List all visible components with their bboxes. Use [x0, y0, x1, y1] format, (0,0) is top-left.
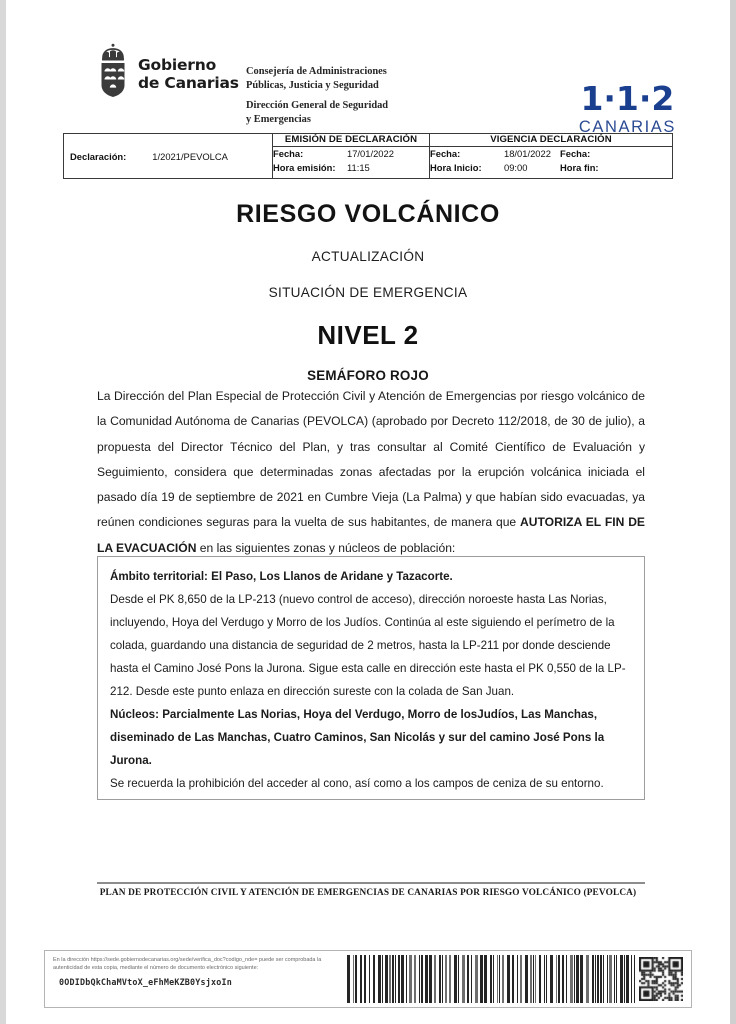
- 112-canarias-logo: [578, 79, 676, 136]
- vigencia-fin-fecha-label: Fecha:: [560, 148, 591, 160]
- page-edge-right: [730, 0, 736, 1024]
- vigencia-fecha-label: Fecha:: [430, 148, 461, 160]
- body-paragraph: [97, 384, 645, 561]
- emision-hora-label: Hora emisión:: [273, 162, 336, 174]
- footer-divider: [97, 882, 645, 884]
- 112-number: 1·1·2: [580, 79, 675, 118]
- consejeria-block: [246, 65, 388, 127]
- ambito-heading: [110, 566, 632, 589]
- declaracion-label: Declaración:: [70, 150, 127, 162]
- nucleos-label: Núcleos:: [110, 707, 159, 721]
- body-bold-phrase: AUTORIZA EL FIN DE LA EVACUACIÓN: [97, 515, 646, 555]
- ambito-label: Ámbito territorial:: [110, 570, 208, 583]
- cell-emision: [273, 147, 430, 179]
- canary-islands-coat-of-arms-icon: [95, 42, 131, 98]
- verification-code: 0ODIDbQkChaMVtoX_eFhMeKZB0YsjxoIn: [59, 976, 232, 987]
- nucleos-value: Parcialmente Las Norias, Hoya del Verdugo, Morro de losJudíos, Las Manchas, diseminado de Las Manchas, Cuatro Caminos, San Nicolás y sur del camino José Pons la Jurona.: [110, 707, 605, 767]
- footer-text: PLAN DE PROTECCIÓN CIVIL Y ATENCIÓN DE EMERGENCIAS DE CANARIAS POR RIESGO VOLCÁNICO (PEVOLCA): [99, 888, 637, 898]
- emision-fecha-value: 17/01/2022: [347, 148, 394, 160]
- subtitle-actualizacion: ACTUALIZACIÓN: [311, 249, 425, 264]
- table-row-header: [64, 134, 673, 147]
- vigencia-hora-inicio-value: 09:00: [504, 162, 528, 174]
- declaration-table: [63, 133, 673, 179]
- page-title: RIESGO VOLCÁNICO: [236, 200, 500, 228]
- ambito-description: Desde el PK 8,650 de la LP-213 (nuevo control de acceso), dirección noroeste hasta Las Norias, incluyendo, Hoya del Verdugo y Morro de los Judíos. Continúa al este siguiendo el perímetro de la colada, guardando una distancia de seguridad de 2 metros, hasta la LP-211 por donde desciende hasta el Camino José Pons la Jurona. Sigue esta calle en dirección este hasta el PK 0,550 de la LP-212. Desde este punto enlaza en dirección sureste con la colada de San Juan.: [110, 592, 626, 698]
- emision-hora-value: 11:15: [347, 162, 370, 174]
- 112-subtitle: CANARIAS: [578, 118, 676, 136]
- qr-code-icon: [639, 957, 683, 1001]
- body-part-1: La Dirección del Plan Especial de Protección Civil y Atención de Emergencias por riesgo volcánico de la Comunidad Autónoma de Canarias (PEVOLCA) (aprobado por Decreto 112/2018, de 30 de julio), a propuesta del Director Técnico del Plan, y tras consultar al Comité Científico de Evaluación y Seguimiento, considera que determinadas zonas afectadas por la erupción volcánica iniciada el pasado día 19 de septiembre de 2021 en Cumbre Vieja (La Palma) y que habían sido evacuadas, ya reúnen condiciones seguras para la vuelta de sus habitantes, de manera que: [97, 389, 645, 530]
- page-edge-left: [0, 0, 6, 1024]
- gobierno-wordmark: [138, 48, 239, 92]
- title-block: [0, 200, 736, 383]
- vigencia-fin-hora-label: Hora fin:: [560, 162, 599, 174]
- ambito-value: El Paso, Los Llanos de Aridane y Tazacorte.: [207, 570, 453, 583]
- subtitle-situacion: SITUACIÓN DE EMERGENCIA: [268, 285, 468, 300]
- gobierno-line-2: de Canarias: [138, 73, 239, 92]
- vigencia-header: VIGENCIA DECLARACIÓN: [430, 134, 673, 147]
- verification-note: En la dirección https://sede.gobiernodecanarias.org/sede/verifica_doc?codigo_nde= puede ser comprobada la autenticidad de esta copia, mediante el número de documento electrónico siguiente:: [53, 957, 322, 971]
- body-part-2: en las siguientes zonas y núcleos de población:: [196, 540, 456, 555]
- cell-vigencia-inicio: [430, 147, 561, 179]
- status-badge-semaforo: SEMÁFORO ROJO: [307, 368, 429, 383]
- gobierno-de-canarias-logo: [95, 42, 239, 98]
- vigencia-fecha-value: 18/01/2022: [504, 148, 551, 160]
- emision-header: EMISIÓN DE DECLARACIÓN: [273, 134, 430, 147]
- verification-strip: [44, 950, 692, 1008]
- vigencia-hora-inicio-label: Hora Inicio:: [430, 162, 482, 174]
- cell-vigencia-fin: [560, 147, 673, 179]
- nucleos-line: [110, 704, 632, 773]
- alert-level: NIVEL 2: [317, 320, 419, 350]
- document-header: [0, 40, 736, 136]
- consejeria-line-3: Dirección General de Seguridad: [246, 100, 389, 112]
- consejeria-line-4: y Emergencias: [246, 114, 311, 126]
- ambito-warning: Se recuerda la prohibición del acceder al cono, así como a los campos de ceniza de su entorno.: [110, 776, 604, 790]
- declaracion-value: 1/2021/PEVOLCA: [152, 150, 228, 162]
- consejeria-line-2: Públicas, Justicia y Seguridad: [246, 79, 379, 91]
- cell-declaracion: [64, 134, 273, 179]
- emision-fecha-label: Fecha:: [273, 148, 304, 160]
- consejeria-line-1: Consejería de Administraciones: [246, 66, 387, 77]
- gobierno-line-1: Gobierno: [138, 56, 217, 75]
- code128-barcode-icon: [347, 955, 635, 1003]
- ambito-territorial-box: [97, 556, 645, 800]
- verification-text-block: [45, 951, 345, 1007]
